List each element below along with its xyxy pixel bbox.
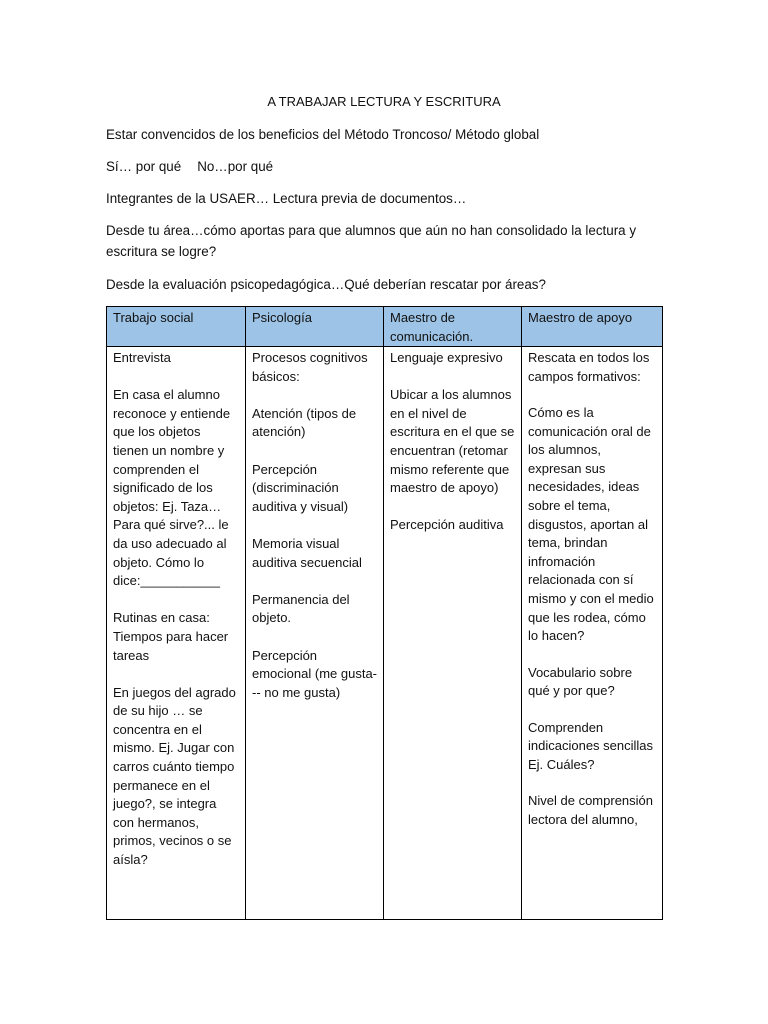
list-item: Percepción emocional (me gusta--- no me gusta) (252, 647, 377, 700)
list-item: Procesos cognitivos básicos: (252, 350, 368, 384)
list-item: Lenguaje expresivo (390, 350, 503, 365)
paragraph-method-conviction: Estar convencidos de los beneficios del Método Troncoso/ Método global (106, 127, 540, 142)
paragraph-area-contribution: Desde tu área…cómo aportas para que alumnos que aún no han consolidado la lectura y escritura se logre? (106, 223, 637, 259)
header-psicologia: Psicología (246, 307, 384, 347)
list-item: Ubicar a los alumnos en el nivel de escritura en el que se encuentran (retomar mismo referente que maestro de apoyo) (390, 387, 515, 496)
areas-table (106, 306, 663, 920)
cell-psicologia (246, 347, 384, 920)
header-maestro-comunicacion: Maestro de comunicación. (384, 307, 522, 347)
cell-maestro-apoyo (522, 347, 663, 920)
paragraph-yes-no (106, 156, 654, 177)
paragraph-usaer-members: Integrantes de la USAER… Lectura previa de documentos… (106, 191, 467, 206)
list-item: Memoria visual auditiva secuencial (252, 535, 362, 570)
table-row (107, 347, 663, 920)
cell-maestro-comunicacion (384, 347, 522, 920)
header-maestro-apoyo: Maestro de apoyo (522, 307, 663, 347)
header-trabajo-social: Trabajo social (107, 307, 246, 347)
yes-why-text: Sí… por qué (106, 159, 182, 174)
no-why-text: No…por qué (197, 159, 274, 174)
list-item: En juegos del agrado de su hijo … se concentra en el mismo. Ej. Jugar con carros cuánto tiempo permanece en el juego?, se integra con hermanos, primos, vecinos o se aísla? (113, 684, 236, 868)
list-item: Percepción auditiva (390, 517, 504, 533)
list-item: Nivel de comprensión lectora del alumno, (528, 793, 654, 828)
list-item: Rutinas en casa: Tiempos para hacer tareas (113, 610, 229, 663)
list-item: Permanencia del objeto. (252, 591, 350, 626)
list-item: Atención (tipos de atención) (252, 405, 357, 440)
document-title: A TRABAJAR LECTURA Y ESCRITURA (267, 94, 501, 109)
list-item: En casa el alumno reconoce y entiende que los objetos tienen un nombre y comprenden el significado de los objetos: Ej. Taza…Para qué sirve?... le da uso adecuado al objeto. Cómo lo dice:___________ (113, 387, 231, 589)
table-header-row (107, 307, 663, 347)
list-item: Entrevista (113, 350, 171, 365)
list-item: Rescata en todos los campos formativos: (528, 350, 650, 384)
list-item: Cómo es la comunicación oral de los alumnos, expresan sus necesidades, ideas sobre el tema, disgustos, aportan al tema, brindan infromación relacionada con sí mismo y con el medio que les rodea, cómo lo hacen? (528, 405, 654, 644)
cell-trabajo-social (107, 347, 246, 920)
list-item: Comprenden indicaciones sencillas Ej. Cuáles? (528, 719, 654, 772)
list-item: Percepción (discriminación auditiva y visual) (252, 461, 349, 514)
paragraph-psychopedagogical-evaluation: Desde la evaluación psicopedagógica…Qué deberían rescatar por áreas? (106, 277, 546, 292)
list-item: Vocabulario sobre qué y por que? (528, 664, 633, 699)
